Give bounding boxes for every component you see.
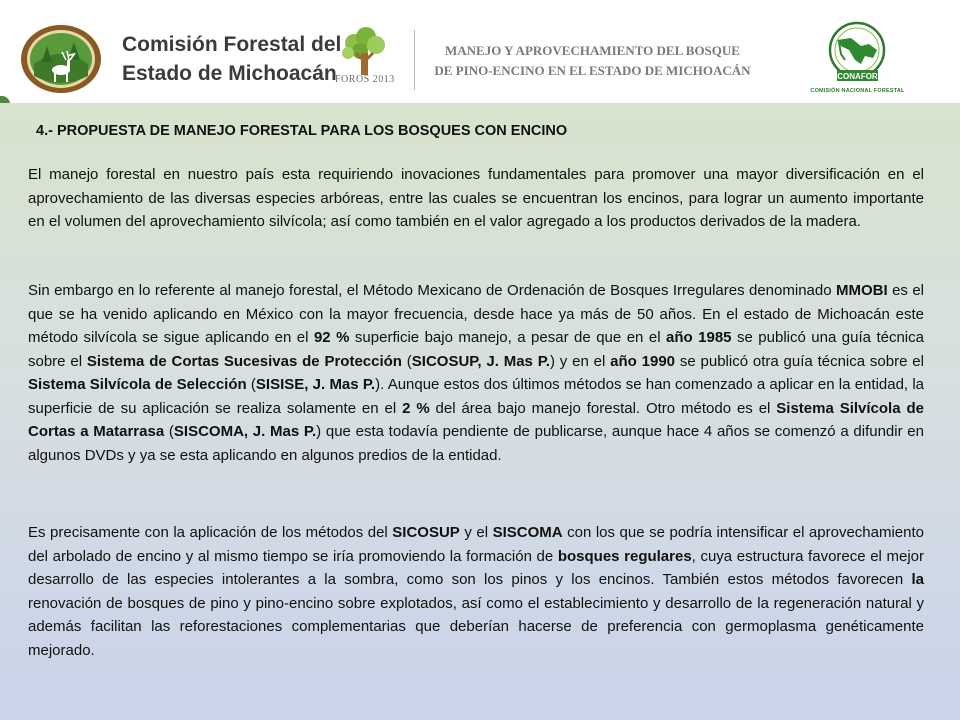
p2-bold: Sistema Silvícola de Selección: [28, 376, 247, 393]
p3-text: , cuya estructura favorece el mejor desarrollo de las especies intolerantes a la sombra, como son los pinos y los encinos. También estos métodos favorecen: [28, 547, 924, 588]
forum-caption: FOROS 2013: [335, 74, 395, 85]
event-title-line-1: MANEJO Y APROVECHAMIENTO DEL BOSQUE: [445, 43, 740, 58]
p3-text: Es precisamente con la aplicación de los métodos del: [28, 524, 393, 541]
p2-bold: Sistema Silvícola de Cortas a Matarrasa: [28, 399, 924, 440]
p3-bold: SISCOMA: [492, 524, 563, 541]
p2-text: (: [401, 352, 412, 370]
p2-bold: año 1985: [666, 329, 732, 346]
p2-bold: MMOBI: [835, 282, 888, 299]
org-name-line-1: Comisión Forestal del: [122, 33, 342, 56]
p3-text: con los que se podría intensificar el aprovechamiento del arbolado de encino y al mismo tiempo se iría promoviendo la formación de: [28, 524, 924, 565]
p2-text: ) y en el: [549, 352, 611, 370]
p2-bold: SISCOMA, J. Mas P.: [173, 423, 317, 440]
event-title-line-2: DE PINO-ENCINO EN EL ESTADO DE MICHOACÁN: [434, 63, 751, 78]
org-name: [122, 30, 341, 88]
conafor-badge: CONAFOR: [837, 72, 878, 81]
p2-bold: año 1990: [610, 352, 676, 370]
p3-text: y el: [459, 524, 493, 541]
p2-text: ). Aunque estos dos últimos métodos se han comenzado a aplicar en la entidad, la superficie de su aplicación se realiza solamente en el: [28, 376, 925, 417]
p3-text: renovación de bosques de pino y pino-encino sobre explotados, así como el establecimiento y desarrollo de la regeneración natural y además facilitan las reforestaciones complementarias que deberían hacerse de preferencia con germoplasma genéticamente mejorado.: [28, 594, 924, 659]
p2-bold: 2 %: [402, 399, 430, 417]
paragraph-2: [28, 279, 924, 467]
p2-text: (: [246, 376, 256, 393]
p2-text: se publicó una guía técnica sobre el: [28, 329, 924, 370]
p2-bold: SICOSUP, J. Mas P.: [411, 352, 550, 370]
header-divider: [414, 30, 415, 90]
p2-text: ) que esta todavía pendiente de publicarse, aunque hace 4 años se comenzó a difundir en algunos DVDs y ya se esta aplicando en algunos predios de la entidad.: [28, 423, 924, 464]
p3-bold: la: [911, 571, 924, 588]
cofom-logo-icon: [20, 24, 102, 94]
paragraph-1: El manejo forestal en nuestro país esta requiriendo inovaciones fundamentales para promover una mayor diversificación en el aprovechamiento de las diversas especies arbóreas, entre las cuales se encuentran los encinos, para lograr un aumento importante en el volumen del aprovechamiento silvícola; así como también en el valor agregado a los productos derivados de la madera.: [28, 166, 924, 230]
conafor-name: COMISIÓN NACIONAL FORESTAL: [810, 88, 905, 94]
p2-text: (: [164, 423, 174, 440]
header-bar: [0, 0, 960, 103]
p2-text: Sin embargo en lo referente al manejo forestal, el Método Mexicano de Ordenación de Bosques Irregulares denominado: [28, 282, 836, 299]
paragraph-3: [28, 521, 924, 662]
p3-bold: bosques regulares: [557, 547, 692, 565]
conafor-logo-icon: [815, 20, 900, 85]
p2-text: superficie bajo manejo, a pesar de que en el: [349, 329, 666, 346]
p2-text: se publicó otra guía técnica sobre el: [675, 352, 924, 370]
p2-bold: 92 %: [313, 329, 350, 346]
p2-bold: SISISE, J. Mas P.: [255, 376, 376, 393]
section-title: 4.- PROPUESTA DE MANEJO FORESTAL PARA LOS BOSQUES CON ENCINO: [36, 123, 568, 139]
p3-bold: SICOSUP: [392, 524, 460, 541]
org-name-line-2: Estado de Michoacán: [122, 62, 337, 85]
p2-text: del área bajo manejo forestal. Otro método es el: [429, 399, 777, 417]
event-title: [420, 41, 765, 81]
p2-text: es el que se ha venido aplicando en México con la mayor frecuencia, desde hace ya más de 50 años. En el estado de Michoacán este método silvícola se sigue aplicando en el: [28, 282, 924, 346]
p2-bold: Sistema de Cortas Sucesivas de Protección: [86, 352, 402, 370]
